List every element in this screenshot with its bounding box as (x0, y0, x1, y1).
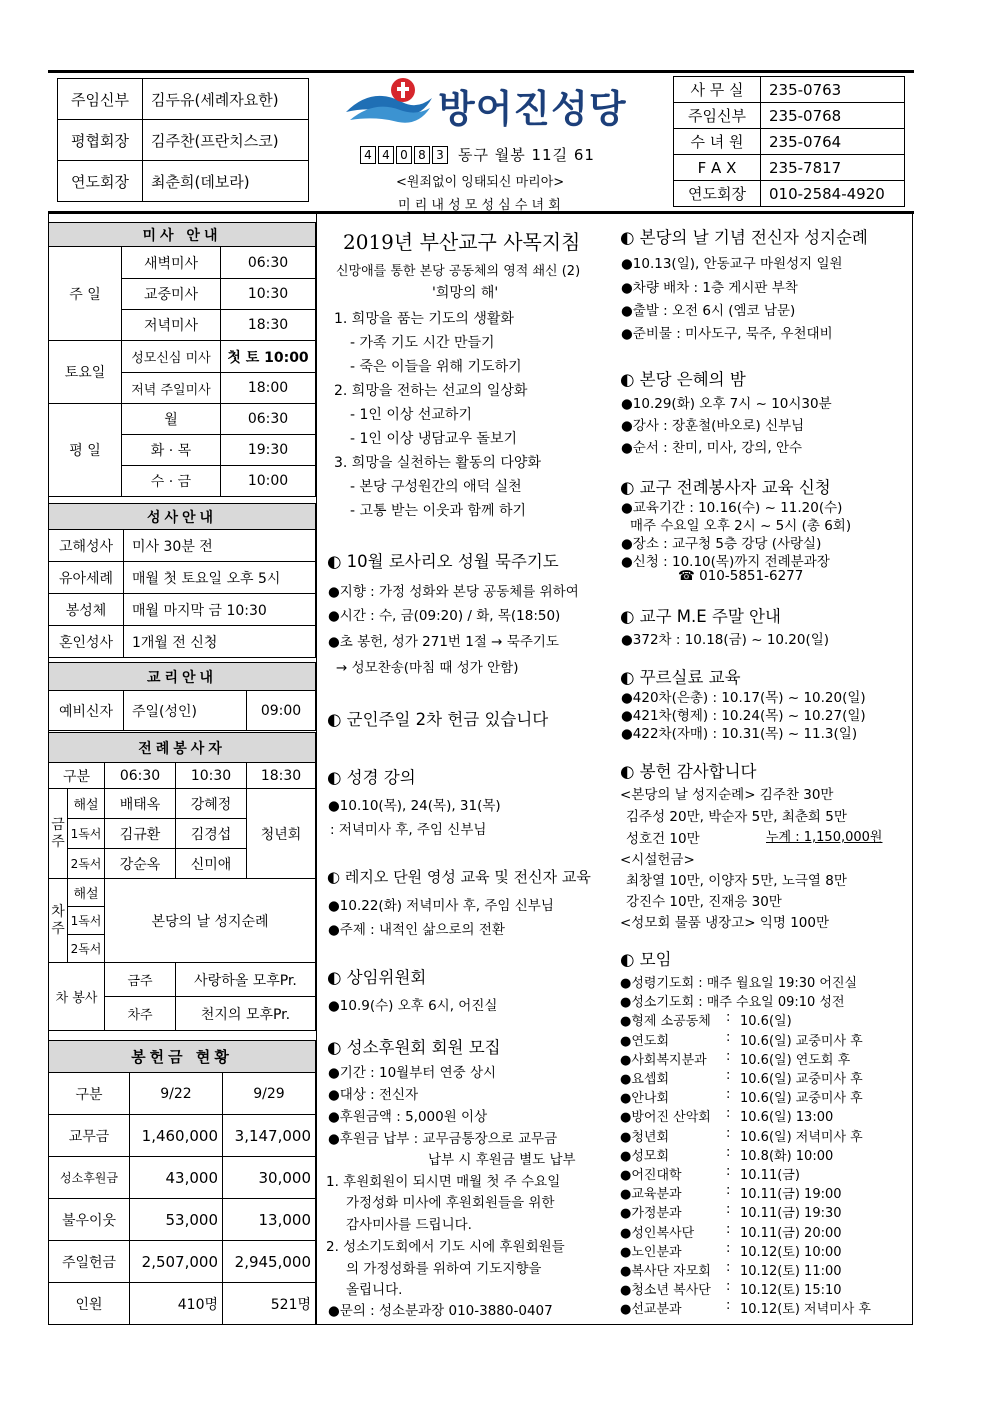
vocation-line: ●기간 : 10월부터 연중 상시 (328, 1065, 497, 1081)
meeting-item (620, 1221, 842, 1241)
council-line: ●10.9(수) 오후 6시, 어진실 (328, 998, 498, 1014)
meeting-colon: : (726, 1048, 731, 1064)
header-left-info: 주임신부 김두유(세례자요한) 평협회장 김주찬(프란치스코) 연도회장 최춘희(데보라) (57, 78, 309, 202)
liturgy-edu-line: ●교육기간 : 10.16(수) ~ 11.20(수) (621, 500, 843, 516)
vocation-title: ◐ 성소후원회 회원 모집 (327, 1038, 501, 1057)
header-bottom-rule (48, 211, 914, 214)
meeting-name: ●청소년 복사단 (620, 1283, 711, 1299)
meeting-item (620, 1279, 842, 1299)
military-sunday: ◐ 군인주일 2차 헌금 있습니다 (327, 710, 549, 729)
meeting-name: ●형제 소공동체 (620, 1014, 711, 1030)
meeting-name: ●방어진 산악회 (620, 1110, 711, 1126)
meeting-time: 10.12(토) 저녁미사 후 (740, 1302, 871, 1318)
thanks-total: 누계 : 1,150,000원 (766, 830, 883, 845)
liturgy-edu-line: ●장소 : 교구청 5층 강당 (사랑실) (621, 536, 822, 552)
vocation-line: 감사미사를 드립니다. (346, 1217, 472, 1233)
meeting-time: 10.12(토) 15:10 (740, 1283, 842, 1299)
pastoral-item: 1. 희망을 품는 기도의 생활화 (334, 311, 514, 327)
bible-line: : 저녁미사 후, 주임 신부님 (330, 822, 487, 838)
thanks-title: ◐ 봉헌 감사합니다 (620, 762, 757, 781)
council-title: ◐ 상임위원회 (327, 968, 427, 987)
meeting-item (620, 1260, 842, 1279)
meeting-time: 10.11(금) 20:00 (740, 1225, 842, 1241)
thanks-line: <시설헌금> (620, 852, 695, 868)
meeting-name: ●성령기도회 : 매주 월요일 19:30 어진실 (620, 976, 858, 991)
meeting-name: ●가정분과 (620, 1206, 682, 1222)
liturgy-edu-line: ●신청 : 10.10(목)까지 전례분과장 (621, 554, 830, 570)
grace-line: ●10.29(화) 오후 7시 ~ 10시30분 (621, 396, 832, 412)
liturgy-edu-title: ◐ 교구 전례봉사자 교육 신청 (620, 478, 831, 497)
legio-title: ◐ 레지오 단원 영성 교육 및 전신자 교육 (327, 868, 591, 886)
bible-title: ◐ 성경 강의 (327, 768, 416, 787)
meeting-time: 10.6(일) 저녁미사 후 (740, 1129, 863, 1145)
me-line: ●372차 : 10.18(금) ~ 10.20(일) (621, 632, 830, 648)
meeting-colon: : (726, 1202, 731, 1218)
pastoral-sub1: 신망애를 통한 본당 공동체의 영적 쇄신 (2) (336, 264, 581, 279)
meeting-colon: : (726, 1106, 731, 1122)
rosary-line: ●초 봉헌, 성가 271번 1절 → 묵주기도 (328, 634, 559, 650)
pastoral-item: - 죽은 이들을 위해 기도하기 (350, 359, 522, 375)
sacrament-info: 성사안내 고해성사 미사 30분 전 유아세례 매월 첫 토요일 오후 5시 봉성체 매월 마지막 금 10:30 혼인성사 1개월 전 신청 (48, 503, 316, 658)
vocation-line: ●대상 : 전신자 (328, 1087, 419, 1103)
meeting-name: ●성인복사단 (620, 1225, 695, 1241)
pilgrim-line: ●출발 : 오전 6시 (엠코 남문) (621, 303, 796, 319)
me-title: ◐ 교구 M.E 주말 안내 (620, 607, 781, 626)
pilgrim-title: ◐ 본당의 날 기념 전신자 성지순례 (620, 228, 868, 247)
meeting-item (620, 1183, 842, 1203)
meeting-name: ●요셉회 (620, 1072, 670, 1087)
meeting-item (620, 1164, 800, 1183)
meeting-colon: : (726, 1298, 731, 1314)
pilgrim-line: ●10.13(일), 안동교구 마원성지 일원 (621, 256, 843, 272)
meeting-time: 10.11(금) (740, 1168, 800, 1183)
cursillo-title: ◐ 꾸르실료 교육 (620, 668, 741, 687)
meeting-item (620, 1125, 863, 1145)
meeting-item (620, 1144, 834, 1164)
meeting-name: ●교육분과 (620, 1187, 682, 1203)
meeting-name: ●안나회 (620, 1091, 670, 1107)
pastoral-item: 2. 희망을 전하는 선교의 일상화 (334, 383, 528, 399)
liturgy-edu-line: ☎ 010-5851-6277 (678, 568, 804, 584)
pilgrim-line: ●차량 배차 : 1층 게시판 부착 (621, 280, 798, 296)
meeting-colon: : (726, 1087, 731, 1103)
pastoral-sub2: '희망의 해' (432, 285, 499, 301)
cursillo-line: ●422차(자매) : 10.31(목) ~ 11.3(일) (621, 726, 858, 742)
grace-line: ●강사 : 장훈철(바오로) 신부님 (621, 418, 805, 434)
meeting-name: ●노인분과 (620, 1244, 682, 1260)
vocation-line: 납부 시 후원금 별도 납부 (428, 1152, 576, 1168)
vocation-line: 가정성화 미사에 후원회원들을 위한 (346, 1195, 555, 1211)
meeting-item (620, 1087, 863, 1107)
legio-line: ●주제 : 내적인 삶으로의 전환 (328, 922, 505, 938)
meeting-item (620, 1068, 863, 1087)
meeting-item (620, 1240, 842, 1260)
patron: <원죄없이 잉태되신 마리아> (396, 175, 565, 190)
meeting-item (620, 972, 857, 991)
meeting-colon: : (726, 1221, 731, 1237)
thanks-line: 최창열 10만, 이양자 5만, 노극열 8만 (626, 873, 847, 889)
sidebar-divider (316, 213, 317, 1325)
bible-line: ●10.10(목), 24(목), 31(목) (328, 798, 501, 814)
meeting-colon: : (726, 1068, 731, 1083)
meeting-time: 10.11(금) 19:30 (740, 1206, 842, 1222)
grace-title: ◐ 본당 은혜의 밤 (620, 370, 746, 389)
meeting-time: 10.11(금) 19:00 (740, 1187, 842, 1203)
rosary-line: ●지향 : 가정 성화와 본당 공동체를 위하여 (328, 584, 579, 600)
doctrine-info: 교리안내 예비신자 주일(성인) 09:00 (48, 662, 316, 731)
vocation-line: 2. 성소기도회에서 기도 시에 후원회원들 (326, 1239, 565, 1255)
meeting-colon: : (726, 1010, 731, 1026)
pastoral-item: - 가족 기도 시간 만들기 (350, 335, 495, 351)
offering-status: 봉헌금 현황 구분 9/22 9/29 교무금 1,460,000 3,147,000 성소후원금 43,000 30,000 불우이웃 53,000 13,000 주일헌금 2,507,000 2,945,000 인원 410명 521명 (48, 1040, 316, 1325)
meeting-item (620, 1202, 842, 1222)
meeting-name: ●복사단 자모회 (620, 1264, 711, 1279)
pastoral-item: 3. 희망을 실천하는 활동의 다양화 (334, 455, 541, 471)
meeting-name: ●어진대학 (620, 1168, 682, 1183)
meeting-colon: : (726, 1279, 731, 1295)
pastoral-title: 2019년 부산교구 사목지침 (343, 230, 581, 254)
vocation-line: ●후원금액 : 5,000원 이상 (328, 1109, 488, 1125)
meeting-item (620, 991, 845, 1010)
pastoral-item: - 1인 이상 선교하기 (350, 407, 472, 423)
thanks-line: <성모회 물품 냉장고> 익명 100만 (620, 915, 830, 931)
meeting-item (620, 1029, 863, 1049)
liturgy-edu-line: 매주 수요일 오후 2시 ~ 5시 (총 6회) (630, 518, 852, 534)
meeting-time: 10.6(일) 연도회 후 (740, 1052, 851, 1068)
pastoral-item: - 본당 구성원간의 애덕 실천 (350, 479, 522, 495)
meeting-time: 10.6(일) 13:00 (740, 1110, 834, 1126)
pastoral-item: - 1인 이상 냉담교우 돌보기 (350, 431, 517, 447)
meeting-name: ●청년회 (620, 1129, 670, 1145)
vocation-line: 1. 후원회원이 되시면 매월 첫 주 수요일 (326, 1174, 561, 1190)
thanks-line: <본당의 날 성지순례> 김주찬 30만 (620, 787, 834, 803)
convent: 미 리 내 성 모 성 심 수 녀 회 (398, 198, 561, 213)
church-logo-icon (342, 76, 434, 126)
church-name: 방어진성당 (438, 87, 627, 131)
pilgrim-line: ●준비물 : 미사도구, 묵주, 우천대비 (621, 326, 833, 342)
rosary-title: ◐ 10월 로사리오 성월 묵주기도 (327, 552, 559, 571)
rosary-line: ●시간 : 수, 금(09:20) / 화, 목(18:50) (328, 608, 561, 624)
meeting-time: 10.6(일) 교중미사 후 (740, 1033, 863, 1049)
vocation-line: 의 가정성화를 위하여 기도지향을 (346, 1261, 542, 1277)
thanks-line: 성호건 10만 (626, 831, 700, 847)
thanks-line: 김주성 20만, 박순자 5만, 최춘희 5만 (626, 809, 847, 825)
meeting-item (620, 1298, 871, 1318)
meeting-colon: : (726, 1240, 731, 1256)
meeting-title: ◐ 모임 (620, 950, 672, 969)
grace-line: ●순서 : 찬미, 미사, 강의, 안수 (621, 440, 803, 456)
meeting-time: 10.12(토) 11:00 (740, 1264, 842, 1279)
meeting-colon: : (726, 1260, 731, 1275)
vocation-line: ●문의 : 성소분과장 010-3880-0407 (328, 1303, 553, 1319)
header-top-rule (48, 70, 914, 73)
meeting-time: 10.6(일) 교중미사 후 (740, 1091, 863, 1107)
meeting-item (620, 1048, 851, 1068)
meeting-colon: : (726, 1144, 731, 1160)
legio-line: ●10.22(화) 저녁미사 후, 주임 신부님 (328, 898, 554, 914)
thanks-line: 강진수 10만, 진재응 30만 (626, 894, 782, 910)
meeting-name: ●성모회 (620, 1148, 670, 1164)
meeting-item (620, 1106, 834, 1126)
meeting-colon: : (726, 1125, 731, 1141)
cursillo-line: ●421차(형제) : 10.24(목) ~ 10.27(일) (621, 708, 866, 724)
rosary-line: → 성모찬송(마침 때 성가 안함) (336, 660, 519, 676)
vocation-line: ●후원금 납부 : 교무금통장으로 교무금 (328, 1131, 558, 1147)
address-line: 4 4 0 8 3 동구 월봉 11길 61 (360, 144, 595, 165)
pastoral-item: - 고통 받는 이웃과 함께 하기 (350, 503, 527, 519)
meeting-name: ●연도회 (620, 1033, 670, 1049)
meeting-name: ●사회복지분과 (620, 1052, 707, 1068)
meeting-name: ●선교분과 (620, 1302, 682, 1318)
header-right-contacts: 사 무 실 235-0763 주임신부 235-0768 수 녀 원 235-0764 F A X 235-7817 연도회장 010-2584-4920 (673, 76, 905, 207)
meeting-name: ●성소기도회 : 매주 수요일 09:10 성전 (620, 995, 845, 1011)
meeting-time: 10.12(토) 10:00 (740, 1244, 842, 1260)
meeting-time: 10.6(일) 교중미사 후 (740, 1072, 863, 1087)
meeting-time: 10.8(화) 10:00 (740, 1148, 834, 1164)
liturgy-servers: 전례봉사자 구분 06:30 10:30 18:30 금 주 해설 배태옥 강혜정 청년회 1독서 김규환 김경섭 2독서 강순옥 신미애 차 주 해설 본당의 날 성지순례 1독서 2독서 차 봉사 금주 사랑하올 모후Pr. 차주 천지의 모후Pr. (48, 732, 316, 1031)
meeting-colon: : (726, 1164, 731, 1179)
vocation-line: 올립니다. (346, 1282, 403, 1298)
meeting-time: 10.6(일) (740, 1014, 792, 1030)
cursillo-line: ●420차(은총) : 10.17(목) ~ 10.20(일) (621, 690, 866, 706)
meeting-colon: : (726, 1183, 731, 1199)
mass-schedule: 미사 안내 주 일 새벽미사 06:30 교중미사 10:30 저녁미사 18:30 토요일 성모신심 미사 첫 토 10:00 저녁 주일미사 18:00 평 일 월 06:30 화 · 목 19:30 수 · 금 10:00 (48, 222, 316, 497)
meeting-item (620, 1010, 792, 1030)
meeting-colon: : (726, 1029, 731, 1045)
